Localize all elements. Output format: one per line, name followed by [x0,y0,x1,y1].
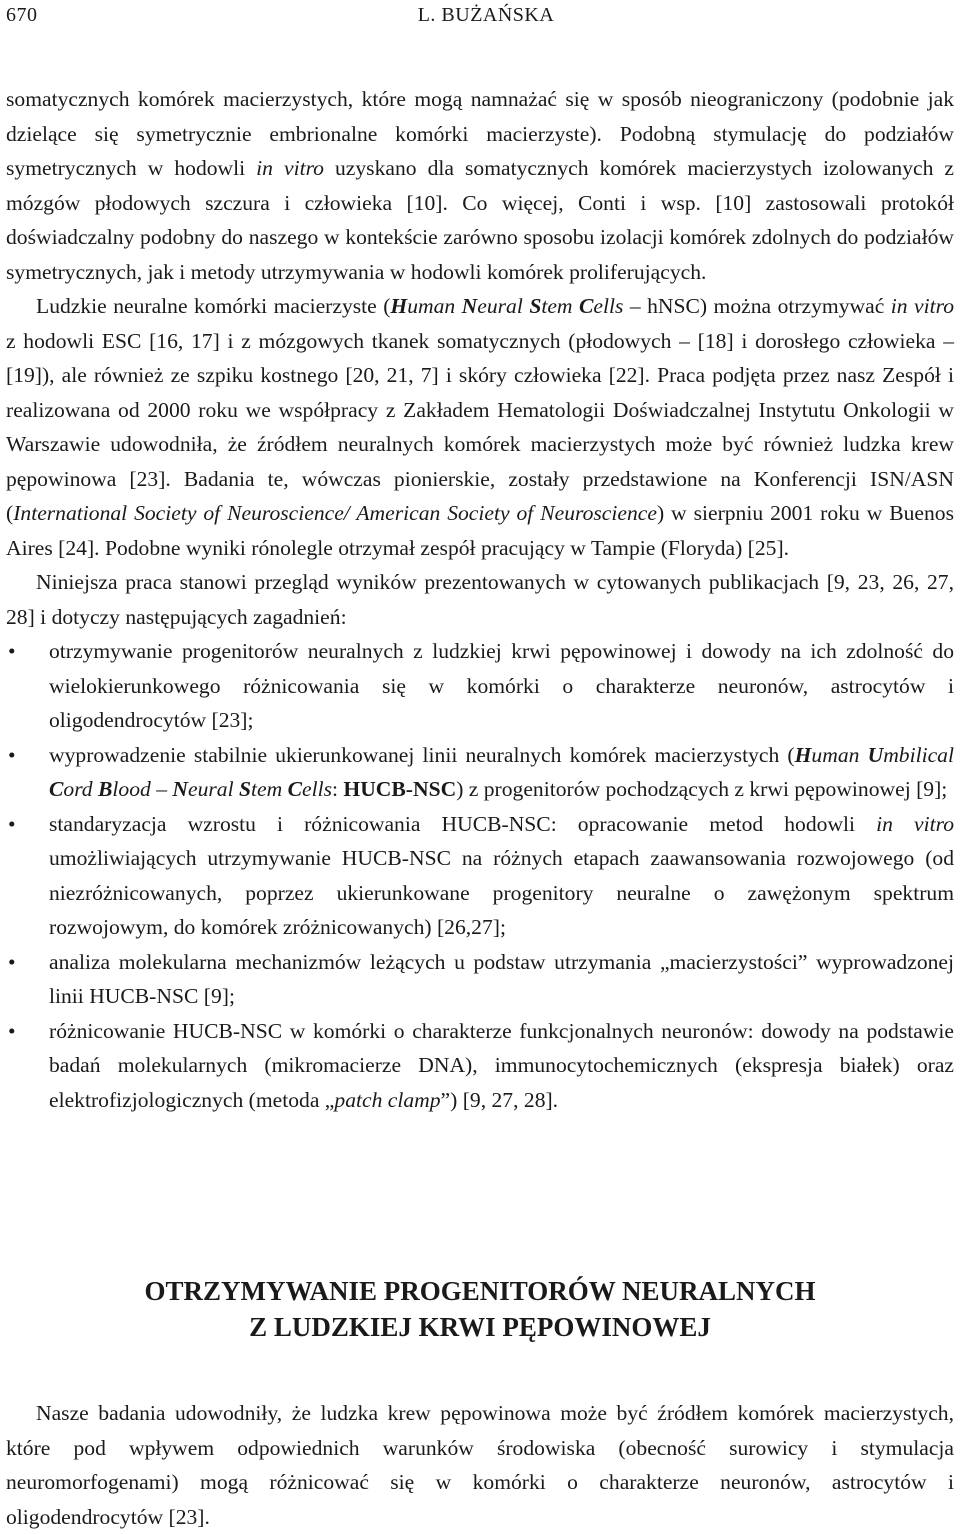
list-item: • wyprowadzenie stabilnie ukierunkowanej linii neuralnych komórek macierzystych (Human Umbilical Cord Blood – Neural Stem Cells: HUCB-NSC) z progenitorów pochodzących z krwi pępowinowej [9]; [6,738,954,807]
bullet-icon: • [8,811,16,836]
section-heading-line-2: Z LUDZKIEJ KRWI PĘPOWINOWEJ [249,1312,711,1342]
italic-span: International Society of Neuroscience/ American Society of Neuroscience [13,501,657,525]
italic-span: patch clamp [334,1087,441,1112]
list-item-text: różnicowanie HUCB-NSC w komórki o charakterze funkcjonalnych neuronów: dowody na podstawie badań molekularnych (mikromacierze DNA), immunocytochemicznych (ekspresja białek) oraz elektrofizjologicznych (metoda „ [49,1018,954,1112]
paragraph-1 [6,82,954,289]
topic-list [6,634,954,1117]
closing-paragraph [6,1396,954,1534]
list-item-text: otrzymywanie progenitorów neuralnych z ludzkiej krwi pępowinowej i dowody na ich zdolność do wielokierunkowego różnicowania się w komórki o charakterze neuronów, astrocytów i oligodendrocytów [23]; [49,639,954,732]
italic-span: in vitro [876,811,954,836]
text-span: uzyskano dla somatycznych komórek macierzystych izolowanych z mózgów płodowych szczura i człowieka [10]. Co więcej, Conti i wsp. [10] zastosowali protokół doświadczalny podobny do naszego w kontekście zarówno sposobu izolacji komórek zdolnych do podziałów symetrycznych, jak i metody utrzymywania w hodowli komórek proliferujących. [6,156,954,284]
term-human-neural-stem-cells: Human Neural Stem Cells [390,294,624,318]
list-item-text: standaryzacja wzrostu i różnicowania HUCB-NSC: opracowanie metod hodowli [49,811,877,836]
bullet-icon: • [8,639,16,663]
body-text [6,82,954,1117]
list-item [6,634,954,738]
text-span: – hNSC) można otrzymywać [623,294,891,318]
section-heading-line-1: OTRZYMYWANIE PROGENITORÓW NEURALNYCH [144,1276,816,1306]
list-item [6,945,954,1014]
list-item-text: wyprowadzenie stabilnie ukierunkowanej linii neuralnych komórek macierzystych ( [49,742,795,767]
section-heading [6,1273,954,1345]
page-header [6,4,954,30]
italic-span: in vitro [890,294,954,318]
page-number: 670 [6,4,38,26]
paragraph-2 [6,289,954,565]
list-item: • różnicowanie HUCB-NSC w komórki o charakterze funkcjonalnych neuronów: dowody na podstawie badań molekularnych (mikromacierze DNA), immunocytochemicznych (ekspresja białek) oraz elektrofizjologicznych (metoda „patch clamp”) [9, 27, 28]. [6,1014,954,1118]
text-span: z hodowli ESC [16, 17] i z mózgowych tkanek somatycznych (płodowych – [18] i dorosłego człowieka – [19]), ale również ze szpiku kostnego [20, 21, 7] i skóry człowieka [22]. Praca podjęta przez nasz Zespół i realizowana od 2000 roku we współpracy z Zakładem Hematologii Doświadczalnej Instytutu Onkologii w Warszawie udowodniła, że źródłem neuralnych komórek macierzystych może być również ludzka krew pępowinowa [23]. Badania te, wówczas pionierskie, zostały przedstawione na Konferencji ISN/ASN ( [6,328,954,525]
text-span: ) w sierpniu 2001 roku w Buenos Aires [24]. Podobne wyniki rónolegle otrzymał zespół pracujący w Tampie (Floryda) [25]. [6,501,954,560]
abbreviation: HUCB-NSC [343,777,457,801]
paragraph-4: Nasze badania udowodniły, że ludzka krew pępowinowa może być źródłem komórek macierzystych, które pod wpływem odpowiednich warunków środowiska (obecność surowicy i stymulacja neuromorfogenami) mogą różnicować się w komórki o charakterze neuronów, astrocytów i oligodendrocytów [23]. [6,1401,954,1529]
bullet-icon: • [8,742,16,767]
text-span: Ludzkie neuralne komórki macierzyste ( [36,294,391,318]
list-item-text: analiza molekularna mechanizmów leżących u podstaw utrzymania „macierzystości” wyprowadzonej linii HUCB-NSC [9]; [49,949,954,1008]
paragraph-3: Niniejsza praca stanowi przegląd wyników prezentowanych w cytowanych publikacjach [9, 23, 26, 27, 28] i dotyczy następujących zagadnień: [6,570,954,629]
italic-span: in vitro [256,156,324,180]
text-span: somatycznych komórek macierzystych, które mogą namnażać się w sposób nieograniczony (podobnie jak dzielące się symetrycznie embrionalne komórki macierzyste). Podobną stymulację do podziałów symetrycznych w hodowli [6,87,954,180]
bullet-icon: • [8,1018,16,1043]
running-head: L. BUŻAŃSKA [417,4,555,26]
list-item: • standaryzacja wzrostu i różnicowania HUCB-NSC: opracowanie metod hodowli in vitro umożliwiających utrzymywanie HUCB-NSC na różnych etapach zaawansowania rozwojowego (od niezróżnicowanych, poprzez ukierunkowane progenitory neuralne o zawężonym spektrum rozwojowym, do komórek zróżnicowanych) [26,27]; [6,807,954,945]
term-hucb-nsc: Human Umbilical Cord Blood – Neural Stem Cells [49,742,954,801]
bullet-icon: • [8,949,16,974]
